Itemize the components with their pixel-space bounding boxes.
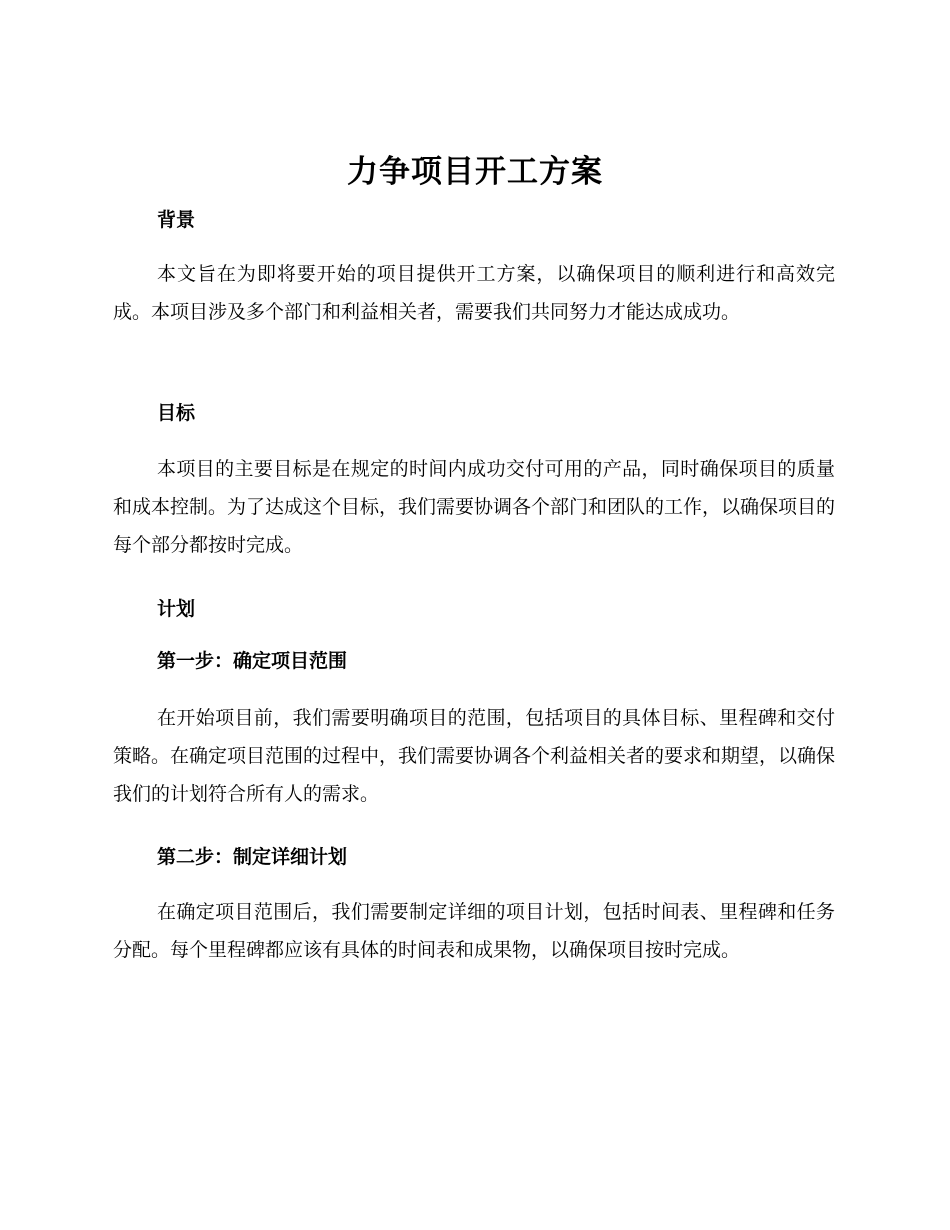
step-paragraph-2: 在确定项目范围后，我们需要制定详细的项目计划，包括时间表、里程碑和任务分配。每个里程碑都应该有具体的时间表和成果物，以确保项目按时完成。 — [113, 901, 835, 961]
step-heading-2: 第二步：制定详细计划 — [157, 846, 348, 868]
section-paragraph-goal: 本项目的主要目标是在规定的时间内成功交付可用的产品，同时确保项目的质量和成本控制。为了达成这个目标，我们需要协调各个部门和团队的工作，以确保项目的每个部分都按时完成。 — [113, 458, 836, 556]
step-heading-1: 第一步：确定项目范围 — [157, 650, 348, 672]
step-paragraph-1: 在开始项目前，我们需要明确项目的范围，包括项目的具体目标、里程碑和交付策略。在确定项目范围的过程中，我们需要协调各个利益相关者的要求和期望，以确保我们的计划符合所有人的需求。 — [113, 707, 836, 805]
section-heading-goal: 目标 — [157, 402, 196, 424]
section-heading-background: 背景 — [157, 209, 196, 231]
document-title: 力争项目开工方案 — [347, 154, 603, 190]
section-paragraph-background: 本文旨在为即将要开始的项目提供开工方案，以确保项目的顺利进行和高效完成。本项目涉及多个部门和利益相关者，需要我们共同努力才能达成成功。 — [113, 263, 835, 323]
section-heading-plan: 计划 — [157, 598, 196, 620]
